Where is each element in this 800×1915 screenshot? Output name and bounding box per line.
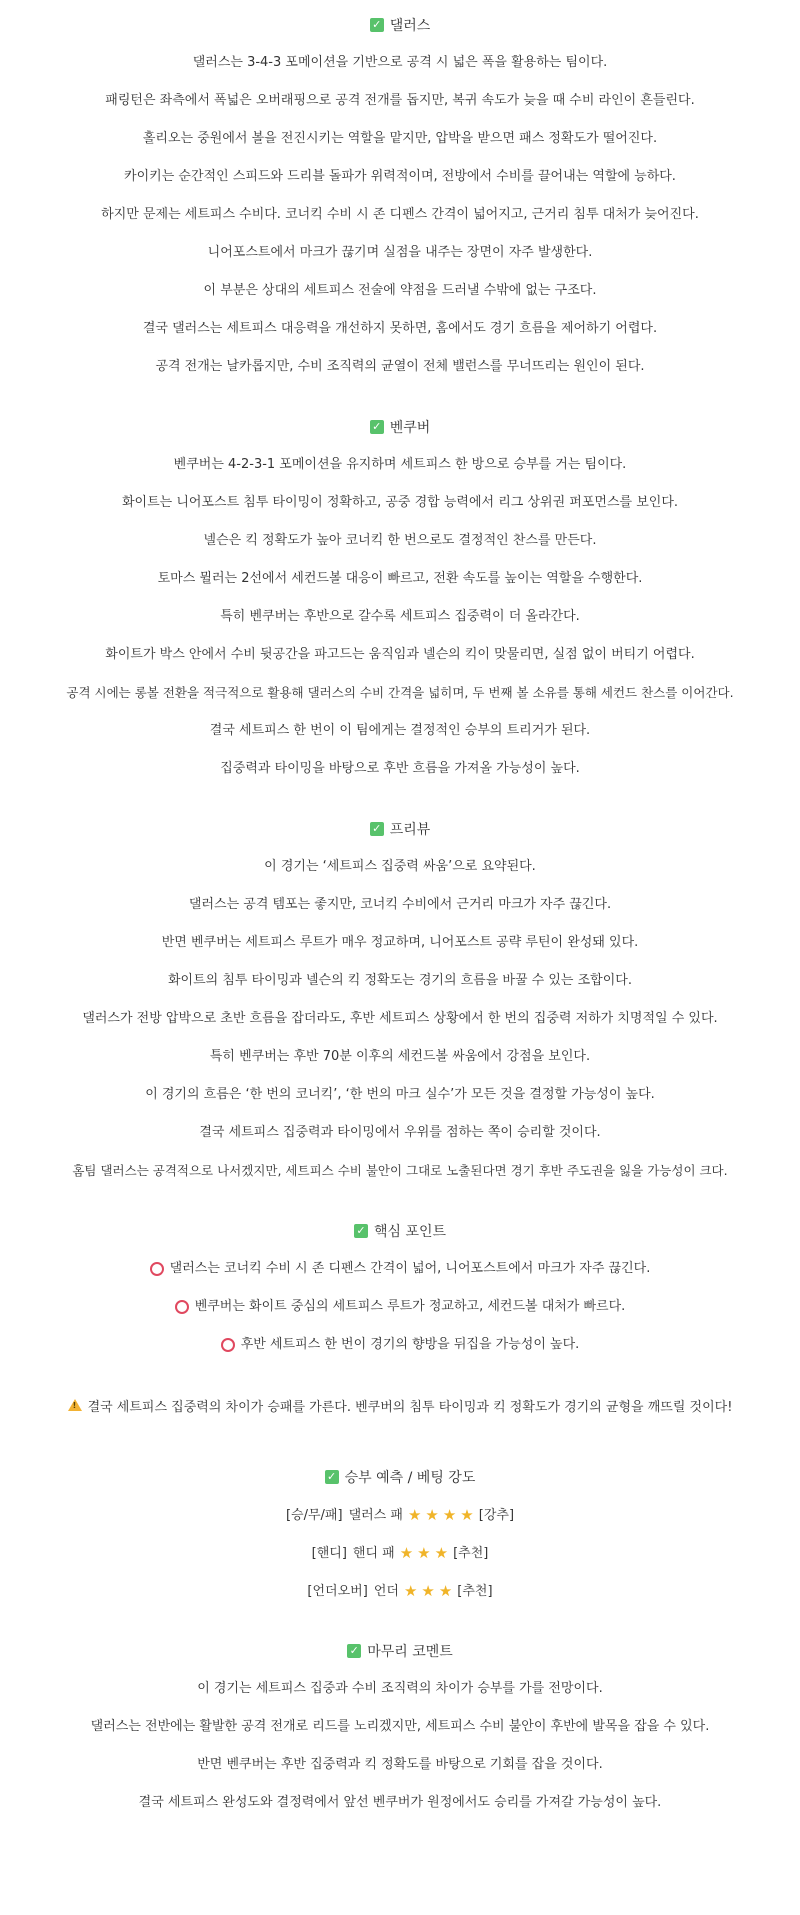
paragraph-line: 홈팀 댈러스는 공격적으로 나서겠지만, 세트피스 수비 불안이 그대로 노출된다면 경기 후반 주도권을 잃을 가능성이 크다. <box>72 1163 728 1178</box>
paragraph-line: 이 경기의 흐름은 ‘한 번의 코너킥’, ‘한 번의 마크 실수’가 모든 것을 결정할 가능성이 높다. <box>145 1087 655 1102</box>
paragraph-line: 결국 댈러스는 세트피스 대응력을 개선하지 못하면, 홈에서도 경기 흐름을 제어하기 어렵다. <box>142 321 658 336</box>
check-box-icon: ✓ <box>370 822 384 836</box>
paragraph-line: 카이키는 순간적인 스피드와 드리블 돌파가 위력적이며, 전방에서 수비를 끌어내는 역할에 능하다. <box>124 169 676 184</box>
key-point-text: 댈러스는 코너킥 수비 시 존 디펜스 간격이 넓어, 니어포스트에서 마크가 자주 끊긴다. <box>169 1261 651 1276</box>
section-dallas <box>0 14 800 378</box>
bet-market: [핸디] <box>311 1546 347 1561</box>
section-vancouver <box>0 416 800 780</box>
paragraph-line: 댈러스가 전방 압박으로 초반 흐름을 잡더라도, 후반 세트피스 상황에서 한 번의 집중력 저하가 치명적일 수 있다. <box>82 1011 718 1026</box>
check-box-icon: ✓ <box>347 1644 361 1658</box>
section-title: 마무리 코멘트 <box>367 1644 453 1660</box>
key-point-text: 후반 세트피스 한 번이 경기의 향방을 뒤집을 가능성이 높다. <box>240 1337 580 1352</box>
star-icon: ★ <box>417 1544 431 1562</box>
check-box-icon: ✓ <box>325 1470 339 1484</box>
bet-grade: [추천] <box>453 1546 489 1561</box>
paragraph-line: 공격 전개는 날카롭지만, 수비 조직력의 균열이 전체 밸런스를 무너뜨리는 원인이 된다. <box>155 359 645 374</box>
paragraph-line: 결국 세트피스 집중력과 타이밍에서 우위를 점하는 쪽이 승리할 것이다. <box>199 1125 601 1140</box>
check-box-icon: ✓ <box>354 1224 368 1238</box>
paragraph-line: 반면 벤쿠버는 후반 집중력과 킥 정확도를 바탕으로 기회를 잡을 것이다. <box>197 1757 603 1772</box>
star-icon: ★ <box>407 1506 422 1524</box>
section-key-points <box>0 1220 800 1356</box>
section-title: 댈러스 <box>389 18 431 34</box>
red-circle-icon <box>175 1300 189 1314</box>
star-icon: ★ <box>460 1506 474 1524</box>
paragraph-line: 특히 벤쿠버는 후반으로 갈수록 세트피스 집중력이 더 올라간다. <box>220 609 580 624</box>
paragraph-line: 화이트가 박스 안에서 수비 뒷공간을 파고드는 움직임과 넬슨의 킥이 맞물리면, 실점 없이 버티기 어렵다. <box>105 647 695 662</box>
red-circle-icon <box>150 1262 164 1276</box>
paragraph-line: 반면 벤쿠버는 세트피스 루트가 매우 정교하며, 니어포스트 공략 루틴이 완성돼 있다. <box>161 935 639 950</box>
paragraph-line: 넬슨은 킥 정확도가 높아 코너킥 한 번으로도 결정적인 찬스를 만든다. <box>203 533 597 548</box>
key-point-item <box>0 1258 800 1280</box>
section-prediction <box>0 1466 800 1602</box>
section-heading <box>0 1466 800 1488</box>
star-icon: ★ <box>434 1544 449 1562</box>
paragraph-line: 댈러스는 3-4-3 포메이션을 기반으로 공격 시 넓은 폭을 활용하는 팀이다. <box>192 55 608 70</box>
paragraph-line: 화이트는 니어포스트 침투 타이밍이 정확하고, 공중 경합 능력에서 리그 상위권 퍼포먼스를 보인다. <box>121 495 679 510</box>
paragraph-line: 공격 시에는 롱볼 전환을 적극적으로 활용해 댈러스의 수비 간격을 넓히며, 두 번째 볼 소유를 통해 세컨드 찬스를 이어간다. <box>66 685 734 700</box>
red-circle-icon <box>221 1338 235 1352</box>
paragraph-line: 이 경기는 세트피스 집중과 수비 조직력의 차이가 승부를 가를 전망이다. <box>197 1681 603 1696</box>
paragraph-line: 이 부분은 상대의 세트피스 전술에 약점을 드러낼 수밖에 없는 구조다. <box>203 283 597 298</box>
star-icon: ★ <box>425 1506 439 1524</box>
paragraph-line: 결국 세트피스 완성도와 결정력에서 앞선 벤쿠버가 원정에서도 승리를 가져갈 가능성이 높다. <box>138 1795 662 1810</box>
paragraph-line: 패링턴은 좌측에서 폭넓은 오버래핑으로 공격 전개를 돕지만, 복귀 속도가 늦을 때 수비 라인이 흔들린다. <box>105 93 695 108</box>
bet-market: [언더오버] <box>307 1584 368 1599</box>
section-title: 프리뷰 <box>389 822 431 838</box>
section-heading <box>0 1640 800 1662</box>
paragraph-line: 화이트의 침투 타이밍과 넬슨의 킥 정확도는 경기의 흐름을 바꿀 수 있는 조합이다. <box>167 973 632 988</box>
warning-callout <box>0 1394 800 1416</box>
section-closing <box>0 1640 800 1814</box>
paragraph-line: 댈러스는 전반에는 활발한 공격 전개로 리드를 노리겠지만, 세트피스 수비 불안이 후반에 발목을 잡을 수 있다. <box>90 1719 710 1734</box>
star-icon: ★ <box>438 1582 453 1600</box>
bet-grade: [강추] <box>478 1508 515 1523</box>
bet-grade: [추천] <box>457 1584 493 1599</box>
section-heading <box>0 14 800 36</box>
bet-pick: 언더 <box>373 1584 399 1599</box>
key-point-text: 벤쿠버는 화이트 중심의 세트피스 루트가 정교하고, 세컨드볼 대처가 빠르다. <box>194 1299 626 1314</box>
section-preview <box>0 818 800 1182</box>
star-icon: ★ <box>421 1582 435 1600</box>
warning-text: 결국 세트피스 집중력의 차이가 승패를 가른다. 벤쿠버의 침투 타이밍과 킥 정확도가 경기의 균형을 깨뜨릴 것이다! <box>87 1399 733 1415</box>
paragraph-line: 집중력과 타이밍을 바탕으로 후반 흐름을 가져올 가능성이 높다. <box>220 761 580 776</box>
paragraph-line: 벤쿠버는 4-2-3-1 포메이션을 유지하며 세트피스 한 방으로 승부를 거는 팀이다. <box>173 457 627 472</box>
paragraph-line: 댈러스는 공격 템포는 좋지만, 코너킥 수비에서 근거리 마크가 자주 끊긴다. <box>188 897 612 912</box>
section-heading <box>0 818 800 840</box>
paragraph-line: 토마스 뮐러는 2선에서 세컨드볼 대응이 빠르고, 전환 속도를 높이는 역할을 수행한다. <box>157 571 643 586</box>
bet-pick: 핸디 패 <box>352 1546 395 1561</box>
key-point-item <box>0 1334 800 1356</box>
paragraph-line: 특히 벤쿠버는 후반 70분 이후의 세컨드볼 싸움에서 강점을 보인다. <box>209 1049 591 1064</box>
section-heading <box>0 416 800 438</box>
paragraph-line: 결국 세트피스 한 번이 이 팀에게는 결정적인 승부의 트리거가 된다. <box>209 723 591 738</box>
bet-row <box>0 1542 800 1564</box>
bet-row <box>0 1504 800 1526</box>
check-box-icon: ✓ <box>370 420 384 434</box>
bet-stars <box>398 1542 450 1566</box>
bet-row <box>0 1580 800 1602</box>
paragraph-line: 홀리오는 중원에서 볼을 전진시키는 역할을 맡지만, 압박을 받으면 패스 정확도가 떨어진다. <box>142 131 658 146</box>
bet-market: [승/무/패] <box>285 1508 343 1523</box>
bet-stars <box>406 1504 476 1528</box>
section-title: 핵심 포인트 <box>373 1224 447 1240</box>
section-heading <box>0 1220 800 1242</box>
paragraph-line: 니어포스트에서 마크가 끊기며 실점을 내주는 장면이 자주 발생한다. <box>207 245 593 260</box>
key-point-item <box>0 1296 800 1318</box>
check-box-icon: ✓ <box>370 18 384 32</box>
paragraph-line: 이 경기는 ‘세트피스 집중력 싸움’으로 요약된다. <box>264 859 536 874</box>
star-icon: ★ <box>399 1544 414 1562</box>
section-title: 승부 예측 / 베팅 강도 <box>344 1470 476 1486</box>
paragraph-line: 하지만 문제는 세트피스 수비다. 코너킥 수비 시 존 디펜스 간격이 넓어지고, 근거리 침투 대처가 늦어진다. <box>101 207 699 222</box>
warning-icon <box>68 1399 82 1411</box>
star-icon: ★ <box>403 1582 418 1600</box>
star-icon: ★ <box>442 1506 457 1524</box>
bet-stars <box>402 1580 454 1604</box>
section-title: 벤쿠버 <box>389 420 431 436</box>
bet-pick: 댈러스 패 <box>348 1508 403 1523</box>
